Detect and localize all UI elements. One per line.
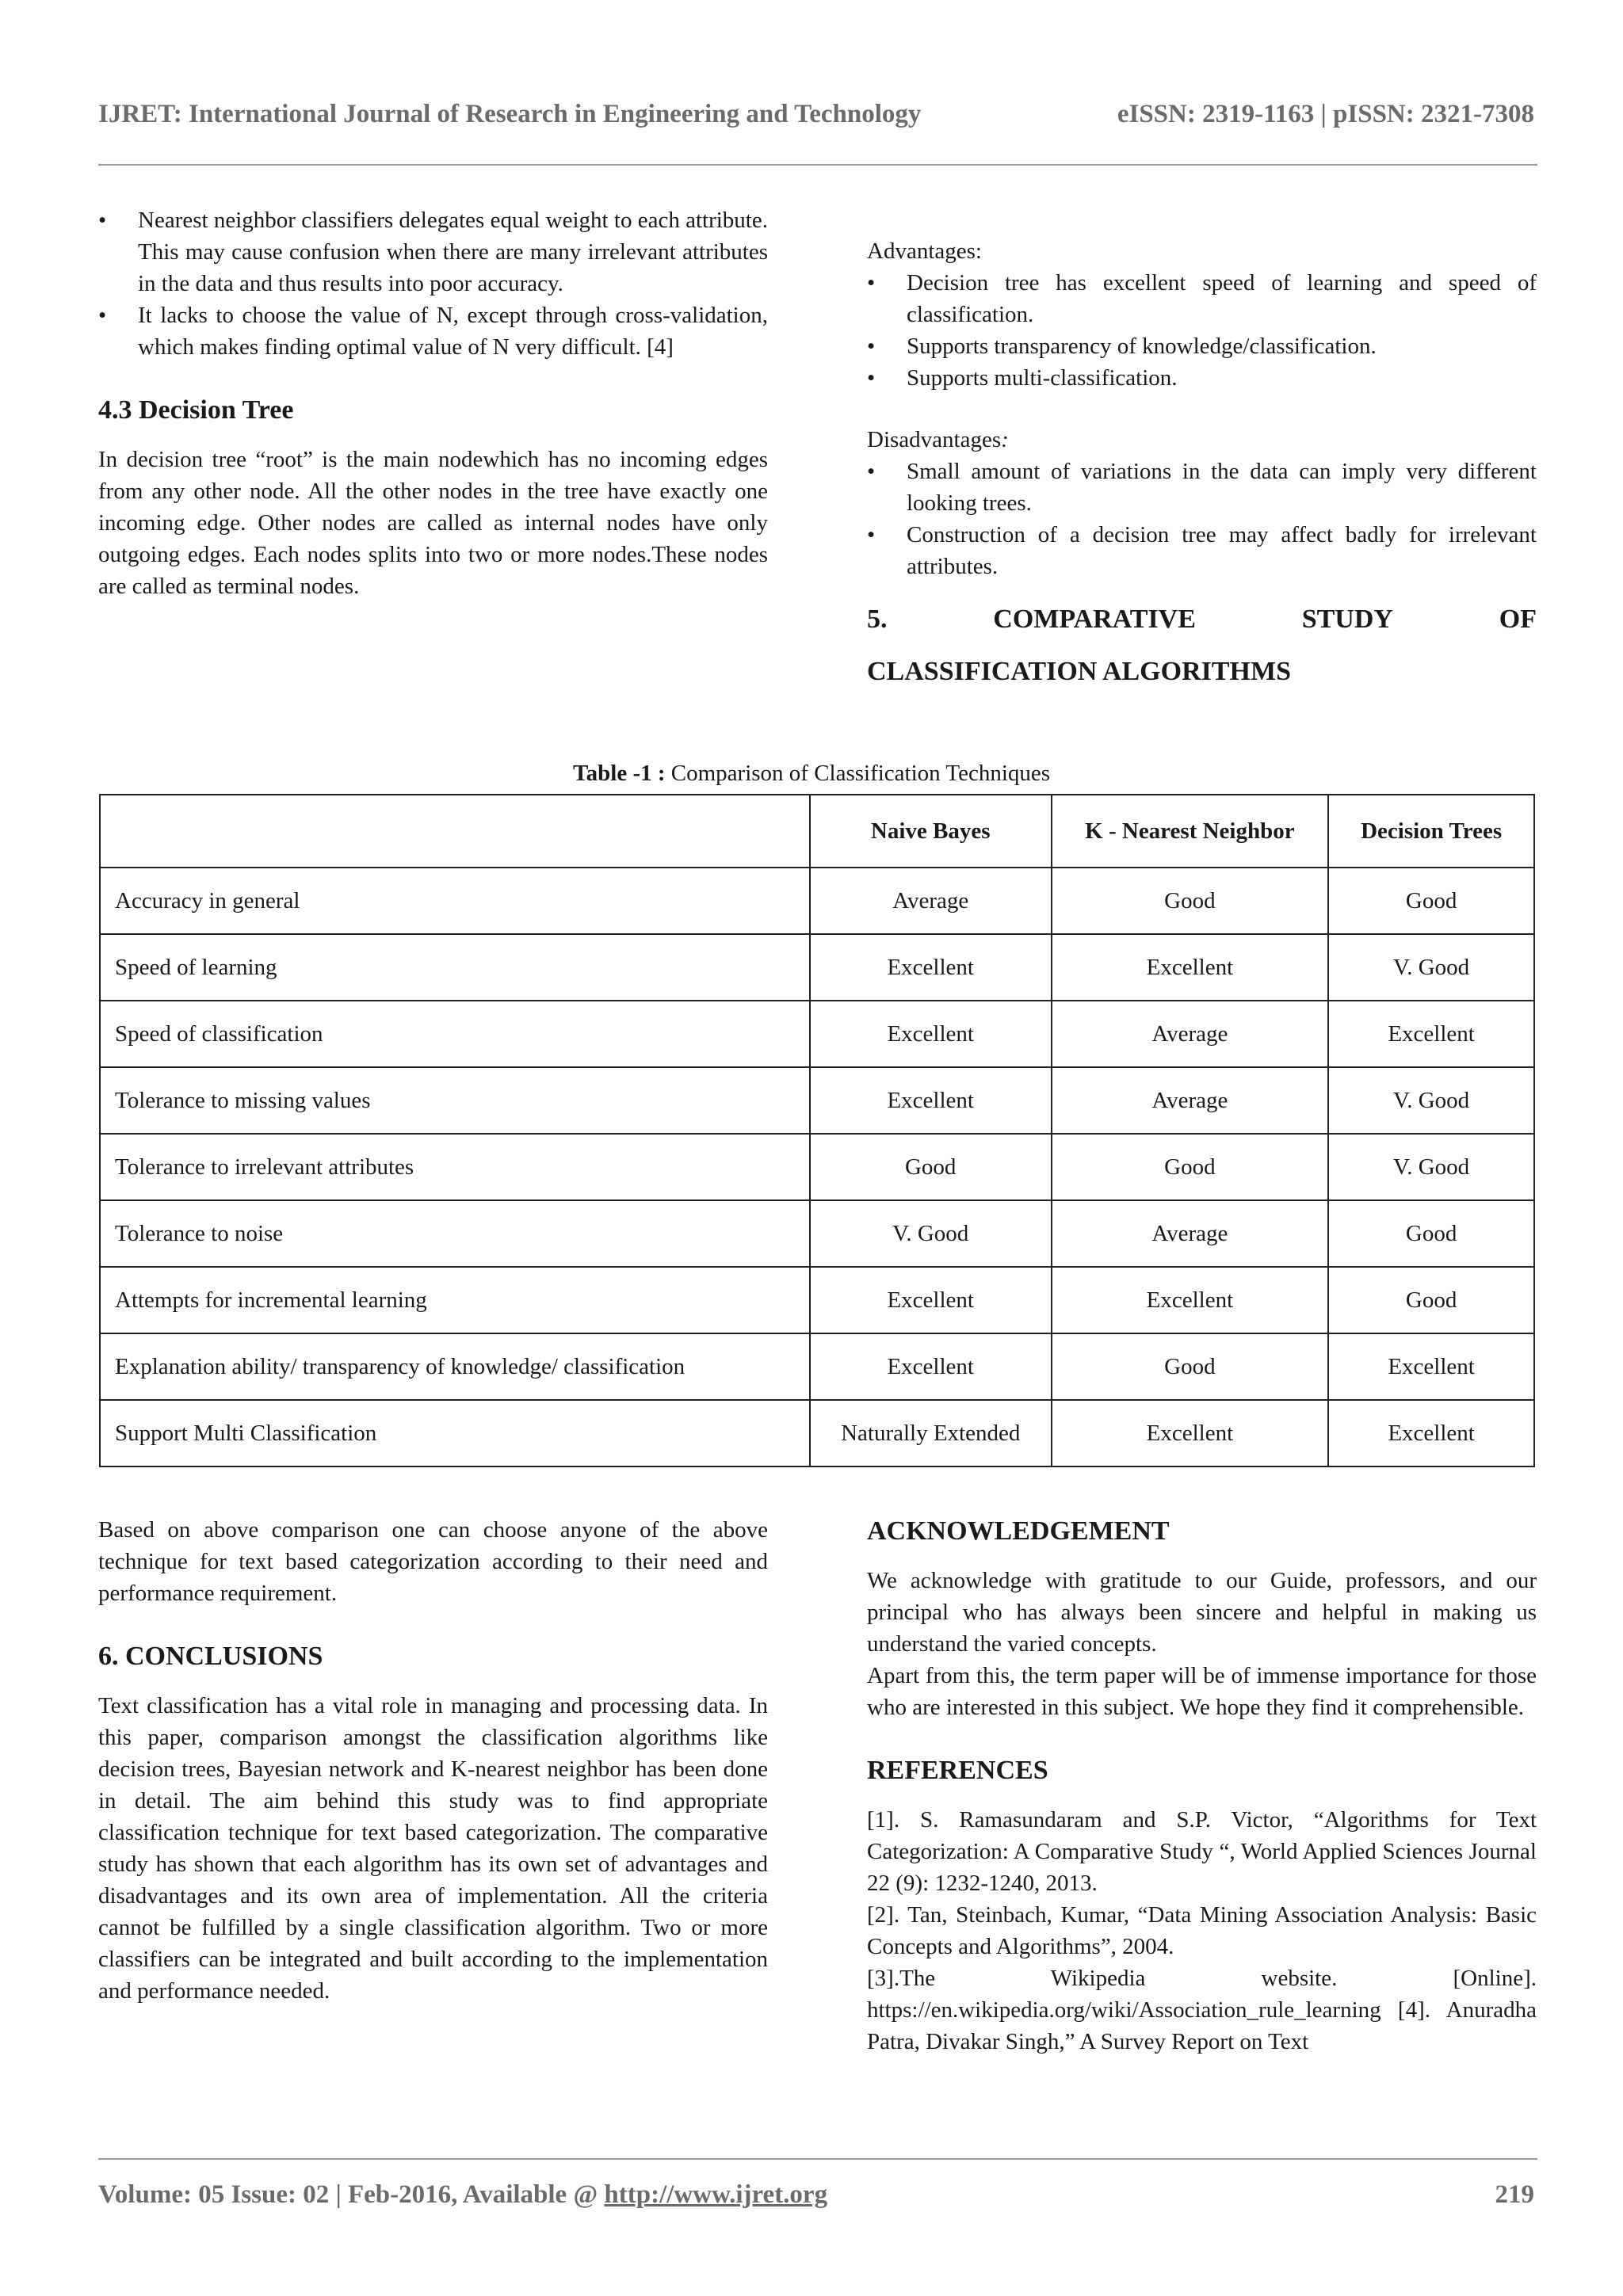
- table-cell: Excellent: [1052, 934, 1329, 1001]
- journal-title: IJRET: International Journal of Research in Engineering and Technology: [98, 100, 922, 128]
- table-cell: Naturally Extended: [810, 1400, 1052, 1466]
- list-item: • Nearest neighbor classifiers delegates equal weight to each attribute. This may cause confusion when there are many irrelevant attributes in the data and thus results into poor accuracy.: [98, 208, 768, 296]
- section-heading-references: REFERENCES: [867, 1756, 1048, 1785]
- table-cell: Excellent: [810, 934, 1052, 1001]
- table-row: [100, 1400, 1534, 1466]
- table-cell: Excellent: [810, 1333, 1052, 1400]
- table-cell: Excellent: [810, 1067, 1052, 1134]
- footer-volume: Volume: 05 Issue: 02 | Feb-2016, Available @ http://www.ijret.org: [98, 2180, 828, 2209]
- table-header-row: [100, 795, 1534, 868]
- comparison-table: [99, 794, 1535, 1467]
- table-row: [100, 1067, 1534, 1134]
- table-cell: Excellent: [1328, 1001, 1534, 1067]
- table-row: [100, 1200, 1534, 1267]
- table-cell: Tolerance to irrelevant attributes: [100, 1134, 810, 1200]
- table-cell: Average: [1052, 1067, 1329, 1134]
- table-header-decision-trees: Decision Trees: [1328, 795, 1534, 868]
- table-cell: Good: [1328, 868, 1534, 934]
- reference-3: [3].The Wikipedia website. [Online]. https://en.wikipedia.org/wiki/Association_rule_learning [4]. Anuradha Patra, Divakar Singh,” A Survey Report on Text: [867, 1966, 1537, 2054]
- table-row: [100, 1134, 1534, 1200]
- reference-2: [2]. Tan, Steinbach, Kumar, “Data Mining Association Analysis: Basic Concepts and Algorithms”, 2004.: [867, 1902, 1537, 1959]
- table-row: [100, 934, 1534, 1001]
- table-cell: Speed of learning: [100, 934, 810, 1001]
- table-cell: Excellent: [810, 1001, 1052, 1067]
- comparison-summary-paragraph: Based on above comparison one can choose anyone of the above technique for text based categorization according to their need and performance requirement.: [98, 1517, 768, 1606]
- table-cell: Tolerance to missing values: [100, 1067, 810, 1134]
- disadvantages-label: Disadvantages:: [867, 427, 1009, 452]
- table-cell: V. Good: [1328, 934, 1534, 1001]
- advantages-label: Advantages:: [867, 238, 982, 264]
- table-cell: Excellent: [810, 1267, 1052, 1333]
- table-cell: Accuracy in general: [100, 868, 810, 934]
- list-item: • Decision tree has excellent speed of learning and speed of classification.: [867, 270, 1537, 327]
- table-row: [100, 1001, 1534, 1067]
- table-cell: Excellent: [1328, 1333, 1534, 1400]
- table-cell: Tolerance to noise: [100, 1200, 810, 1267]
- list-item: • Small amount of variations in the data can imply very different looking trees.: [867, 459, 1537, 516]
- table-cell: Excellent: [1328, 1400, 1534, 1466]
- acknowledgement-paragraph-2: Apart from this, the term paper will be of immense importance for those who are interested in this subject. We hope they find it comprehensible.: [867, 1663, 1537, 1720]
- table-header-knn: K - Nearest Neighbor: [1052, 795, 1329, 868]
- table-cell: Average: [1052, 1001, 1329, 1067]
- table-cell: Average: [1052, 1200, 1329, 1267]
- list-item: • Construction of a decision tree may affect badly for irrelevant attributes.: [867, 522, 1537, 579]
- table-cell: Attempts for incremental learning: [100, 1267, 810, 1333]
- table-row: [100, 1333, 1534, 1400]
- conclusions-paragraph: Text classification has a vital role in managing and processing data. In this paper, comparison amongst the classification algorithms like decision trees, Bayesian network and K-nearest neighbor has been done in detail. The aim behind this study was to find appropriate classification technique for text based categorization. The comparative study has shown that each algorithm has its own set of advantages and disadvantages and its own area of implementation. All the criteria cannot be fulfilled by a single classification algorithm. Two or more classifiers can be integrated and built according to the implementation and performance needed.: [98, 1693, 768, 2004]
- table-cell: Excellent: [1052, 1400, 1329, 1466]
- table-cell: V. Good: [1328, 1067, 1534, 1134]
- page-number: 219: [1495, 2180, 1534, 2209]
- right-column-bottom: [867, 1514, 1537, 2058]
- acknowledgement-paragraph-1: We acknowledge with gratitude to our Guide, professors, and our principal who has always been sincere and helpful in making us understand the varied concepts.: [867, 1568, 1537, 1657]
- table-header-empty: [100, 795, 810, 868]
- list-item: • It lacks to choose the value of N, except through cross-validation, which makes finding optimal value of N very difficult. [4]: [98, 303, 768, 360]
- table-cell: Good: [1052, 1333, 1329, 1400]
- left-column-top: [98, 204, 768, 602]
- table-row: [100, 868, 1534, 934]
- section-heading-comparative-study: 5. COMPARATIVE STUDY OF CLASSIFICATION ALGORITHMS: [867, 605, 1537, 686]
- right-column-top: [867, 235, 1537, 698]
- reference-1: [1]. S. Ramasundaram and S.P. Victor, “Algorithms for Text Categorization: A Comparative Study “, World Applied Sciences Journal 22 (9): 1232-1240, 2013.: [867, 1807, 1537, 1896]
- journal-website-link[interactable]: http://www.ijret.org: [604, 2180, 828, 2209]
- header-rule: [98, 164, 1537, 166]
- table-header-naive-bayes: Naive Bayes: [810, 795, 1052, 868]
- advantages-list: [867, 267, 1537, 394]
- table-cell: Good: [1328, 1267, 1534, 1333]
- table-cell: Average: [810, 868, 1052, 934]
- table-cell: Explanation ability/ transparency of knowledge/ classification: [100, 1333, 810, 1400]
- table-cell: Support Multi Classification: [100, 1400, 810, 1466]
- knn-disadvantages-list: [98, 204, 768, 363]
- left-column-bottom: [98, 1514, 768, 2007]
- decision-tree-paragraph: In decision tree “root” is the main nodewhich has no incoming edges from any other node. All the other nodes in the tree have exactly one incoming edge. Other nodes are called as internal nodes have only outgoing edges. Each nodes splits into two or more nodes.These nodes are called as terminal nodes.: [98, 447, 768, 599]
- list-item: • Supports transparency of knowledge/classification.: [867, 334, 1377, 359]
- table-cell: Good: [1328, 1200, 1534, 1267]
- table-cell: V. Good: [810, 1200, 1052, 1267]
- table-cell: Speed of classification: [100, 1001, 810, 1067]
- table-cell: Good: [1052, 1134, 1329, 1200]
- section-heading-decision-tree: 4.3 Decision Tree: [98, 395, 294, 425]
- table-cell: Good: [1052, 868, 1329, 934]
- table-cell: V. Good: [1328, 1134, 1534, 1200]
- table-row: [100, 1267, 1534, 1333]
- issn: eISSN: 2319-1163 | pISSN: 2321-7308: [1117, 100, 1534, 128]
- section-heading-conclusions: 6. CONCLUSIONS: [98, 1642, 323, 1671]
- footer-rule: [98, 2158, 1537, 2160]
- table-caption: Table -1 : Comparison of Classification Techniques: [572, 761, 1051, 786]
- list-item: • Supports multi-classification.: [867, 365, 1178, 391]
- disadvantages-list: [867, 456, 1537, 582]
- table-cell: Excellent: [1052, 1267, 1329, 1333]
- table-cell: Good: [810, 1134, 1052, 1200]
- section-heading-acknowledgement: ACKNOWLEDGEMENT: [867, 1516, 1170, 1546]
